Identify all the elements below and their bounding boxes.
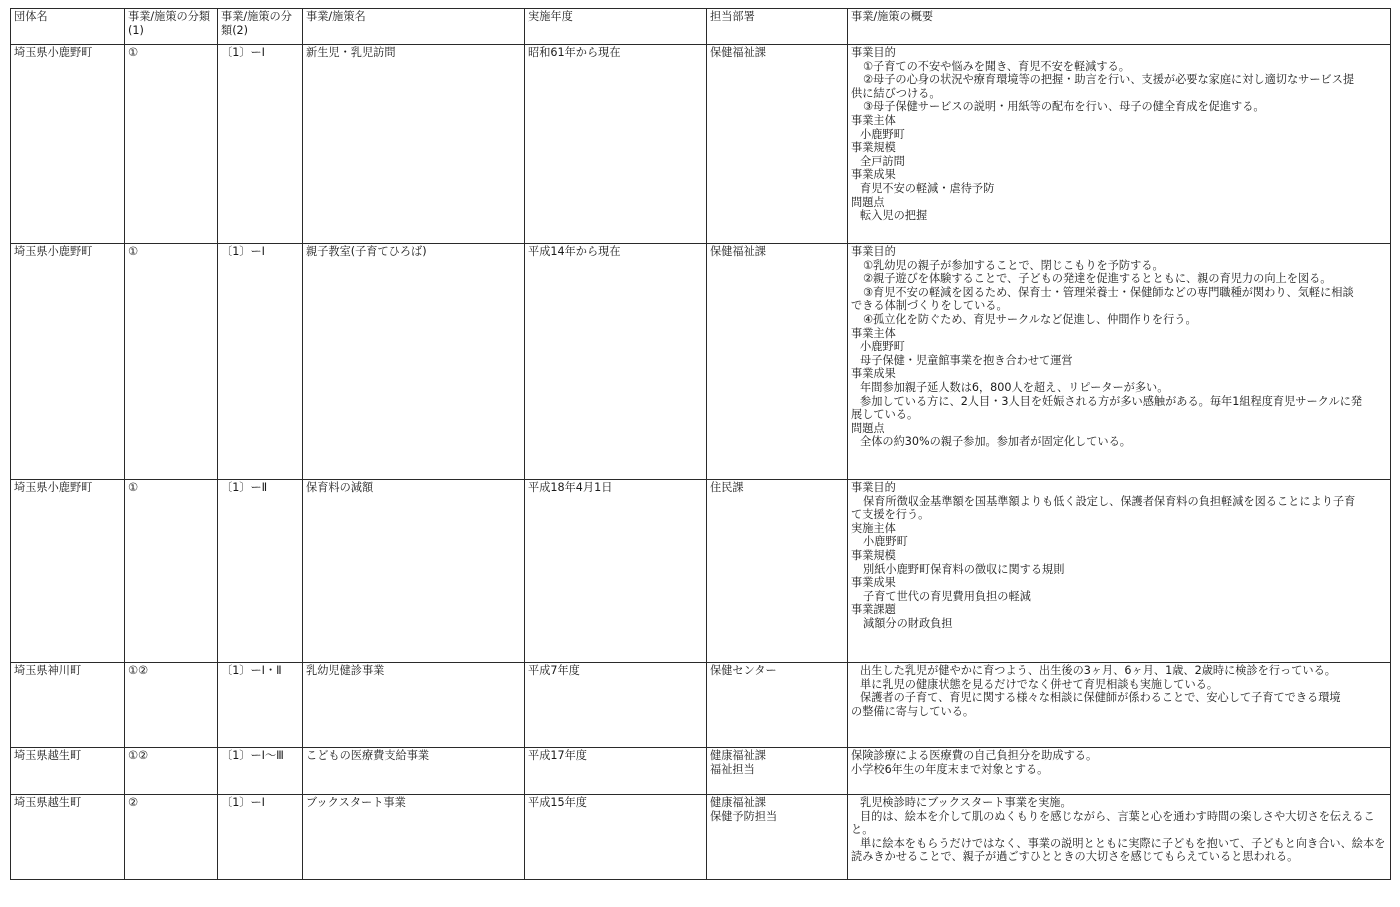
summary-line: 目的は、絵本を介して肌のぬくもりを感じながら、言葉と心を通わす時間の楽しさや大切さを伝えるこ: [860, 809, 1375, 823]
cell-text: ①②: [128, 749, 149, 762]
cell-class1: [125, 480, 218, 663]
cell-text: 保健福祉課: [710, 46, 766, 59]
cell-name: [303, 748, 525, 795]
cell-text: 福祉担当: [710, 762, 755, 776]
cell-text: 昭和61年から現在: [528, 46, 621, 59]
summary-line: ②母子の心身の状況や療育環境等の把握・助言を行い、支援が必要な家庭に対し適切なサービス提: [863, 73, 1355, 87]
header-row: [11, 9, 1391, 45]
cell-name: [303, 795, 525, 880]
summary-heading: 事業成果: [851, 576, 896, 590]
cell-summary: [848, 748, 1391, 795]
summary-line: ①乳幼児の親子が参加することで、閉じこもりを予防する。: [863, 258, 1164, 272]
cell-text: 保育料の減額: [306, 481, 374, 494]
header-name: 事業/施策名: [303, 9, 525, 45]
header-org: 団体名: [11, 9, 125, 45]
cell-summary: [848, 244, 1391, 480]
cell-text: ①②: [128, 664, 149, 677]
cell-summary: [848, 663, 1391, 748]
cell-text: 〔1〕ーⅠ: [221, 245, 265, 258]
cell-dept: [707, 663, 848, 748]
summary-heading: 事業成果: [851, 168, 896, 182]
cell-dept: [707, 480, 848, 663]
cell-year: [525, 748, 707, 795]
summary-line: 参加している方に、2人目・3人目を妊娠される方が多い感触がある。毎年1組程度育児サークルに発: [860, 394, 1363, 408]
cell-text: 平成18年4月1日: [528, 481, 613, 494]
cell-name: [303, 480, 525, 663]
cell-text: ①: [128, 245, 139, 258]
summary-line: 出生した乳児が健やかに育つよう、出生後の3ヶ月、6ヶ月、1歳、2歳時に検診を行っている。: [860, 664, 1336, 677]
summary-line: ③育児不安の軽減を図るため、保育士・管理栄養士・保健師などの専門職種が関わり、気軽に相談: [863, 285, 1354, 299]
cell-text: 健康福祉課: [710, 796, 766, 809]
summary-line: ③母子保健サービスの説明・用紙等の配布を行い、母子の健全育成を促進する。: [863, 100, 1265, 114]
summary-line: 単に絵本をもらうだけではなく、事業の説明とともに実際に子どもを抱いて、子どもと向き合い、絵本を: [860, 836, 1386, 850]
summary-heading: 事業規模: [851, 141, 896, 155]
summary-line: 乳児検診時にブックスタート事業を実施。: [860, 796, 1072, 809]
summary-line: 保育所徴収金基準額を国基準額よりも低く設定し、保護者保育料の負担軽減を図ることにより子育: [863, 494, 1356, 508]
cell-class1: [125, 748, 218, 795]
summary-heading: 実施主体: [851, 521, 896, 535]
cell-class1: [125, 795, 218, 880]
summary-line: 減額分の財政負担: [863, 616, 953, 630]
cell-name: [303, 663, 525, 748]
header-class2: 事業/施策の分類(2): [218, 9, 303, 45]
cell-text: 住民課: [710, 481, 744, 494]
summary-heading: 事業目的: [851, 46, 896, 59]
table-row: [11, 480, 1391, 663]
summary-line: 読みきかせることで、親子が過ごすひとときの大切さを感じてもらえていると思われる。: [851, 850, 1299, 864]
cell-text: 親子教室(子育てひろば): [306, 245, 427, 258]
summary-line: て支援を行う。: [851, 508, 930, 522]
summary-line: 転入児の把握: [860, 209, 928, 223]
cell-text: 健康福祉課: [710, 749, 766, 762]
table-row: [11, 795, 1391, 880]
header-class1: 事業/施策の分類(1): [125, 9, 218, 45]
cell-org: [11, 244, 125, 480]
cell-year: [525, 45, 707, 244]
summary-heading: 事業規模: [851, 548, 896, 562]
cell-org: [11, 480, 125, 663]
cell-class2: [218, 663, 303, 748]
summary-line: 小鹿野町: [860, 127, 905, 141]
cell-org: [11, 748, 125, 795]
cell-text: 平成17年度: [528, 749, 587, 762]
summary-line: ①子育ての不安や悩みを聞き、育児不安を軽減する。: [863, 59, 1130, 73]
table-row: [11, 244, 1391, 480]
cell-text: ①: [128, 481, 139, 494]
summary-line: 小鹿野町: [860, 340, 905, 354]
summary-heading: 小学校6年生の年度末まで対象とする。: [851, 762, 1049, 776]
cell-text: こどもの医療費支給事業: [306, 749, 430, 762]
summary-line: 育児不安の軽減・虐待予防: [860, 181, 995, 195]
cell-text: 平成7年度: [528, 664, 580, 677]
summary-heading: 事業主体: [851, 326, 896, 340]
summary-line: 全戸訪問: [860, 154, 905, 168]
header-summary: 事業/施策の概要: [848, 9, 1391, 45]
cell-class1: [125, 244, 218, 480]
cell-dept: [707, 795, 848, 880]
cell-dept: [707, 45, 848, 244]
cell-text: 〔1〕ーⅠ～Ⅲ: [221, 749, 284, 762]
cell-year: [525, 663, 707, 748]
cell-class2: [218, 480, 303, 663]
cell-name: [303, 45, 525, 244]
cell-text: 埼玉県神川町: [14, 664, 82, 677]
table-row: [11, 45, 1391, 244]
summary-heading: 問題点: [851, 195, 885, 209]
summary-heading: 問題点: [851, 421, 885, 435]
cell-org: [11, 795, 125, 880]
summary-line: ②親子遊びを体験することで、子どもの発達を促進するとともに、親の育児力の向上を図る。: [863, 272, 1332, 286]
summary-line: 供に結びつける。: [851, 86, 941, 100]
cell-year: [525, 244, 707, 480]
cell-dept: [707, 748, 848, 795]
summary-line: の整備に寄与している。: [851, 704, 975, 718]
table-row: [11, 748, 1391, 795]
summary-line: 小鹿野町: [863, 535, 908, 549]
policy-table: [10, 8, 1391, 880]
cell-summary: [848, 480, 1391, 663]
cell-year: [525, 480, 707, 663]
summary-heading: 保険診療による医療費の自己負担分を助成する。: [851, 749, 1098, 762]
cell-dept: [707, 244, 848, 480]
cell-org: [11, 663, 125, 748]
summary-heading: 事業目的: [851, 245, 896, 258]
cell-class2: [218, 748, 303, 795]
summary-line: 母子保健・児童館事業を抱き合わせて運営: [860, 353, 1073, 367]
cell-text: 〔1〕ーⅠ: [221, 46, 265, 59]
summary-line: 展している。: [851, 408, 919, 422]
cell-text: 保健センター: [710, 664, 777, 677]
summary-heading: 事業課題: [851, 603, 896, 617]
cell-class2: [218, 244, 303, 480]
cell-class2: [218, 45, 303, 244]
cell-text: 平成15年度: [528, 796, 587, 809]
header-year: 実施年度: [525, 9, 707, 45]
summary-line: 保護者の子育て、育児に関する様々な相談に保健師が係わることで、安心して子育てできる環境: [860, 691, 1341, 705]
cell-text: 〔1〕ーⅠ・Ⅱ: [221, 664, 282, 677]
cell-text: 平成14年から現在: [528, 245, 621, 258]
cell-text: 埼玉県小鹿野町: [14, 245, 93, 258]
cell-year: [525, 795, 707, 880]
cell-class1: [125, 663, 218, 748]
cell-text: ②: [128, 796, 139, 809]
summary-line: 子育て世代の育児費用負担の軽減: [863, 589, 1031, 603]
summary-line: 別紙小鹿野町保育料の徴収に関する規則: [863, 562, 1065, 576]
cell-text: 埼玉県小鹿野町: [14, 481, 93, 494]
summary-heading: 事業成果: [851, 367, 896, 381]
cell-text: ブックスタート事業: [306, 796, 406, 809]
cell-class2: [218, 795, 303, 880]
summary-line: 年間参加親子延人数は6，800人を超え、リピーターが多い。: [860, 380, 1169, 394]
table-body: [11, 45, 1391, 880]
summary-line: できる体制づくりをしている。: [851, 299, 1008, 313]
document-sheet: [10, 8, 1390, 880]
cell-text: 新生児・乳児訪問: [306, 46, 396, 59]
cell-text: 〔1〕ーⅠ: [221, 796, 265, 809]
cell-name: [303, 244, 525, 480]
cell-text: 埼玉県越生町: [14, 749, 82, 762]
summary-heading: 事業主体: [851, 113, 896, 127]
cell-summary: [848, 795, 1391, 880]
cell-org: [11, 45, 125, 244]
summary-line: 単に乳児の健康状態を見るだけでなく併せて育児相談も実施している。: [860, 677, 1219, 691]
header-dept: 担当部署: [707, 9, 848, 45]
cell-text: 保健福祉課: [710, 245, 766, 258]
cell-text: 乳幼児健診事業: [306, 664, 385, 677]
cell-summary: [848, 45, 1391, 244]
summary-heading: 事業目的: [851, 481, 896, 494]
summary-line: ④孤立化を防ぐため、育児サークルなど促進し、仲間作りを行う。: [863, 312, 1197, 326]
summary-line: と。: [851, 823, 874, 837]
cell-class1: [125, 45, 218, 244]
summary-line: 全体の約30%の親子参加。参加者が固定化している。: [860, 435, 1131, 449]
cell-text: 埼玉県小鹿野町: [14, 46, 93, 59]
cell-text: 〔1〕ーⅡ: [221, 481, 268, 494]
cell-text: ①: [128, 46, 139, 59]
cell-text: 埼玉県越生町: [14, 796, 82, 809]
cell-text: 保健予防担当: [710, 809, 778, 823]
table-row: [11, 663, 1391, 748]
